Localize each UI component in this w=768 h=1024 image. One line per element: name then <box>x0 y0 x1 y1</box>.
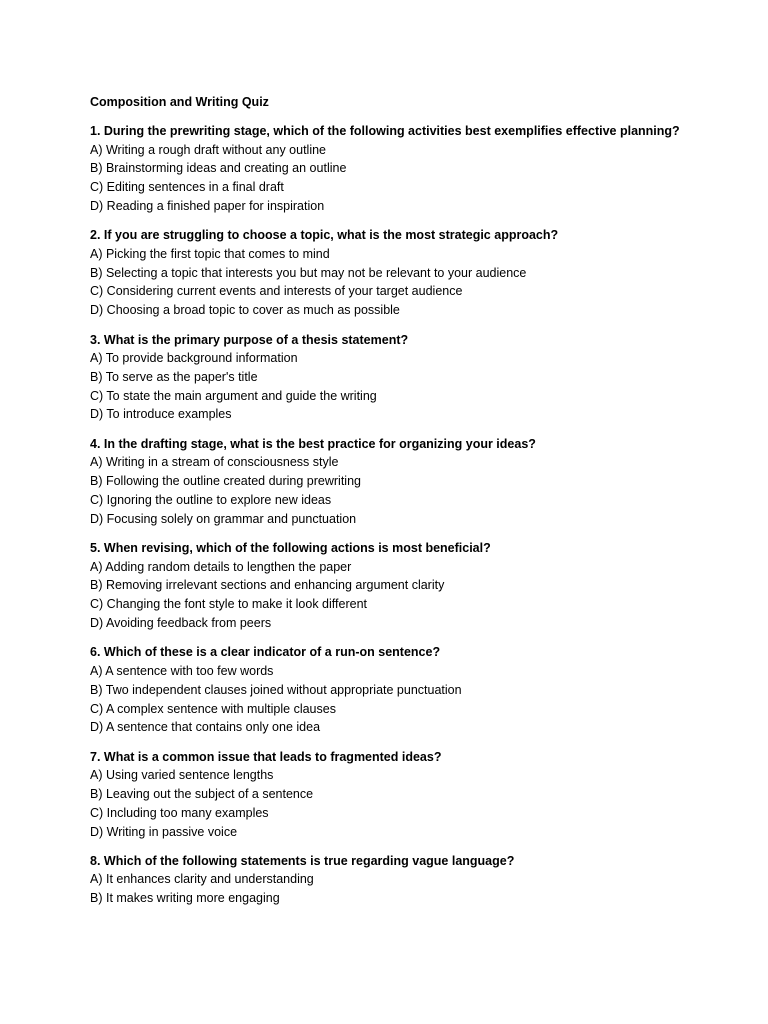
question-text: 8. Which of the following statements is true regarding vague language? <box>90 853 515 868</box>
answer-option: C) Changing the font style to make it look different <box>90 597 368 612</box>
answer-option: B) To serve as the paper's title <box>90 369 258 384</box>
answer-option: B) Selecting a topic that interests you but may not be relevant to your audience <box>90 265 527 280</box>
question-block <box>90 122 750 216</box>
quiz-page <box>90 93 750 919</box>
answer-option: A) Using varied sentence lengths <box>90 768 274 783</box>
question-text: 4. In the drafting stage, what is the best practice for organizing your ideas? <box>90 436 536 451</box>
answer-option: D) Writing in passive voice <box>90 824 238 839</box>
question-text: 6. Which of these is a clear indicator of a run-on sentence? <box>90 645 441 660</box>
answer-option: C) Editing sentences in a final draft <box>90 180 284 195</box>
answer-option: A) It enhances clarity and understanding <box>90 872 314 887</box>
answer-option: B) Removing irrelevant sections and enhancing argument clarity <box>90 578 445 593</box>
question-block <box>90 539 750 633</box>
question-list <box>90 122 750 908</box>
answer-option: D) Focusing solely on grammar and punctuation <box>90 511 357 526</box>
answer-option: A) Writing a rough draft without any outline <box>90 142 327 157</box>
answer-option: D) Reading a finished paper for inspiration <box>90 198 325 213</box>
answer-option: B) Leaving out the subject of a sentence <box>90 786 314 801</box>
answer-option: C) A complex sentence with multiple clauses <box>90 701 336 716</box>
question-text: 2. If you are struggling to choose a topic, what is the most strategic approach? <box>90 228 559 243</box>
question-text: 5. When revising, which of the following actions is most beneficial? <box>90 541 491 556</box>
question-block <box>90 852 750 908</box>
question-block <box>90 331 750 425</box>
question-block <box>90 435 750 529</box>
answer-option: B) Brainstorming ideas and creating an outline <box>90 161 347 176</box>
answer-option: D) Choosing a broad topic to cover as much as possible <box>90 303 400 318</box>
answer-option: B) Two independent clauses joined without appropriate punctuation <box>90 682 462 697</box>
answer-option: C) Ignoring the outline to explore new ideas <box>90 492 332 507</box>
answer-option: A) A sentence with too few words <box>90 663 274 678</box>
answer-option: D) To introduce examples <box>90 407 232 422</box>
question-text: 3. What is the primary purpose of a thesis statement? <box>90 332 409 347</box>
answer-option: A) Writing in a stream of consciousness style <box>90 455 339 470</box>
question-block <box>90 226 750 320</box>
question-block <box>90 748 750 842</box>
document-title: Composition and Writing Quiz <box>90 95 269 109</box>
answer-option: D) Avoiding feedback from peers <box>90 616 272 631</box>
answer-option: D) A sentence that contains only one idea <box>90 720 321 735</box>
answer-option: A) To provide background information <box>90 351 298 366</box>
answer-option: A) Adding random details to lengthen the paper <box>90 559 352 574</box>
answer-option: C) Including too many examples <box>90 805 269 820</box>
answer-option: A) Picking the first topic that comes to mind <box>90 246 330 261</box>
question-text: 1. During the prewriting stage, which of the following activities best exemplifies effective planning? <box>90 124 680 138</box>
answer-option: C) Considering current events and interests of your target audience <box>90 284 463 299</box>
answer-option: B) Following the outline created during prewriting <box>90 474 361 489</box>
question-block <box>90 643 750 737</box>
question-text: 7. What is a common issue that leads to fragmented ideas? <box>90 749 442 764</box>
answer-option: B) It makes writing more engaging <box>90 891 280 906</box>
answer-option: C) To state the main argument and guide the writing <box>90 388 377 403</box>
